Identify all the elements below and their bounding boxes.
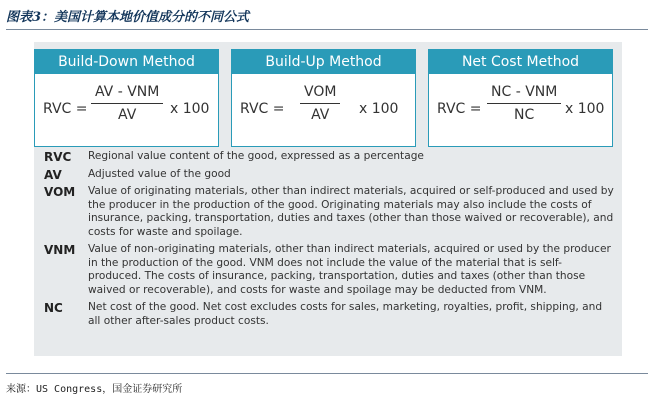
definition-item [44, 150, 614, 164]
definition-term: AV [44, 167, 62, 182]
bottom-rule [6, 373, 648, 374]
formula-lhs: RVC = [43, 101, 88, 117]
definition-text: Value of non-originating materials, other than indirect materials, acquired or used by the producer in the production of the good. VNM does not include the value of the material that is self-produced. The costs of insurance, packing, transportation, duties and taxes (other than those waived or recoverable), and costs for waste and spoilage may be deducted from VNM. [88, 243, 611, 296]
build-up-formula [232, 74, 415, 146]
net-cost-box [428, 49, 613, 147]
definition-text: Net cost of the good. Net cost excludes costs for sales, marketing, royalties, profit, shipping, and all other after-sales product costs. [88, 301, 603, 327]
build-down-header: Build-Down Method [35, 50, 218, 74]
definition-text: Regional value content of the good, expressed as a percentage [88, 150, 424, 162]
definition-term: NC [44, 301, 63, 315]
definition-item [44, 168, 614, 182]
formula-numerator: NC - VNM [487, 84, 561, 104]
formula-multiplier: x 100 [359, 101, 399, 117]
definitions-list [44, 150, 614, 332]
definition-term: VOM [44, 185, 76, 199]
figure-title: 图表3：美国计算本地价值成分的不同公式 [6, 10, 250, 25]
formula-lhs: RVC = [437, 101, 482, 117]
formula-denominator: AV [118, 107, 137, 123]
definition-item [44, 301, 614, 328]
top-rule [6, 29, 648, 30]
definition-term: RVC [44, 150, 72, 164]
build-up-box [231, 49, 416, 147]
source-note: 来源：US Congress，国金证券研究所 [6, 384, 183, 395]
formula-fraction [91, 84, 163, 123]
formula-multiplier: x 100 [565, 101, 605, 117]
build-down-formula [35, 74, 218, 146]
formula-fraction [300, 84, 340, 123]
formula-denominator: NC [514, 107, 535, 123]
formula-numerator: AV - VNM [91, 84, 163, 104]
formula-denominator: AV [311, 107, 330, 123]
build-up-header: Build-Up Method [232, 50, 415, 74]
net-cost-header: Net Cost Method [429, 50, 612, 74]
formula-panel [34, 42, 622, 356]
definition-item [44, 243, 614, 297]
definition-text: Adjusted value of the good [88, 167, 231, 180]
build-down-box [34, 49, 219, 147]
definition-text: Value of originating materials, other than indirect materials, acquired or self-produced and used by the producer in the production of the good. Originating materials may also include the costs of insurance, packing, transportation, duties and taxes (other than those waived or recoverable), and costs for waste and spoilage. [88, 185, 614, 238]
net-cost-formula [429, 74, 612, 146]
formula-lhs: RVC = [240, 101, 285, 117]
formula-multiplier: x 100 [170, 101, 210, 117]
formula-numerator: VOM [300, 84, 340, 104]
definition-term: VNM [44, 243, 76, 257]
definition-item [44, 185, 614, 239]
formula-fraction [487, 84, 561, 123]
